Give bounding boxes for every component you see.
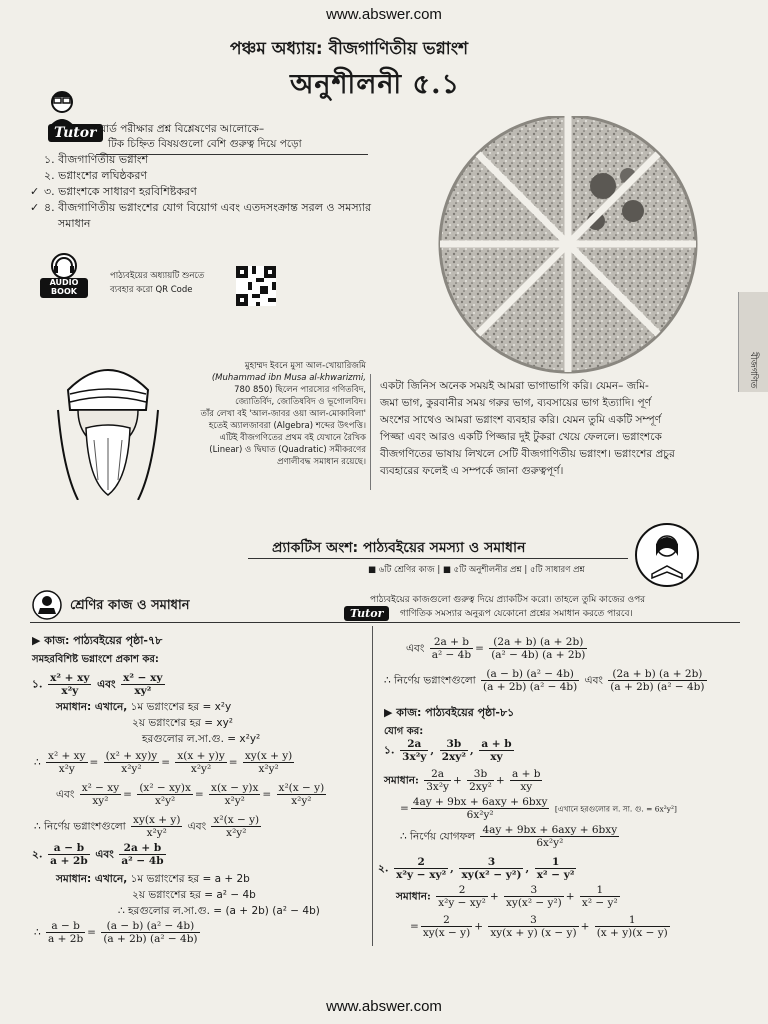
left-lcm2: ∴ হরগুলোর ল.সা.গু. = (a + 2b) (a² − 4b) xyxy=(118,905,320,917)
right-sum-result: ∴ নির্ণেয় যোগফল $\frac{\text{4ay + 9bx + 6axy + 6bxy}}{\text{6x²y²}}$ xyxy=(400,824,618,849)
left-lcm1: হরগুলোর ল.সা.গু. = x²y² xyxy=(142,733,261,745)
bio-line: এটিই বীজগণিতের প্রথম বই যেখানে রৈখিক xyxy=(219,433,366,443)
left-task-heading: ▶ কাজ: পাঠ্যবইয়ের পৃষ্ঠা-৭৮ xyxy=(32,634,163,647)
bio-text xyxy=(176,360,366,468)
tutor-line-1: বোর্ড পরীক্ষার প্রশ্ন বিশ্লেষণের আলোকে– xyxy=(96,123,265,135)
intro-line: একটা জিনিস অনেক সময়ই আমরা ভাগাভাগি করি। যেমন– জমি- xyxy=(380,380,649,392)
intro-line: জমা ভাগ, কুরবানীর সময় গরুর ভাগ, ব্যবসায়ের ভাগ ইত্যাদি। পূর্ণ xyxy=(380,397,652,409)
tutor-badge: Tutor xyxy=(48,124,103,142)
audio-book-label: AUDIO BOOK xyxy=(49,278,79,296)
qr-code-icon[interactable] xyxy=(236,266,276,306)
bio-line: প্রণালীবদ্ধ সমাধান রয়েছে। xyxy=(277,457,366,467)
left-h4: ২য় ভগ্নাংশের হর = a² − 4b xyxy=(132,889,256,901)
column-divider xyxy=(370,374,371,490)
intro-line: অংশের সাথেও আমরা ভগ্নাংশ ব্যবহার করি। যেমন তুমি একটি সম্পূর্ণ xyxy=(380,414,661,426)
left-sol-h3: সমাধান: এখানে, ১ম ভগ্নাংশের হর = a + 2b xyxy=(56,873,250,885)
scholar-portrait xyxy=(48,350,168,500)
intro-line: বীজগণিতের ভাষায় লিখলে সেটি বীজগাণিতীয় ভগ্নাংশ। ভগ্নাংশের প্রচুর xyxy=(380,448,675,460)
left-instruction: সমহরবিশিষ্ট ভগ্নাংশে প্রকাশ কর: xyxy=(32,654,159,665)
audio-line-2: ব্যবহার করো QR Code xyxy=(110,285,193,295)
site-footer[interactable]: www.abswer.com xyxy=(326,998,442,1015)
right-q2: ২. $\frac{2}{\text{x²y − xy²}}$ , $\frac{3}{\text{xy(x² − y²)}}$ , $\frac{1}{\text{x² − y²}}$ xyxy=(378,856,575,881)
left-q2: ২. $\frac{a - b}{a + 2b}$ এবং $\frac{2a + b}{\text{a² − 4b}}$ xyxy=(32,842,164,867)
topic-item: সমাধান xyxy=(58,217,91,230)
practice-rule xyxy=(248,558,628,559)
topic-item: ২. ভগ্নাংশের লঘিষ্ঠকরণ xyxy=(44,169,148,182)
bio-line: হতেই অ্যালজাবরা (Algebra) শব্দের উৎপত্তি। xyxy=(208,421,366,431)
left-eq3: ∴ $\frac{a - b}{a + 2b}$ = $\frac{\text{(a − b) (a² − 4b)}}{\text{(a + 2b) (a² − 4b)}}$ xyxy=(34,920,198,945)
topic-list xyxy=(30,152,430,232)
bio-line: মুহাম্মদ ইবনে মুসা আল-খোয়ারিজমি xyxy=(244,361,366,371)
tutor-badge-small: Tutor xyxy=(344,606,389,621)
side-tab xyxy=(738,292,768,392)
bio-line: জ্যোতির্বিদ, জোতিষবিদ ও ভূগোলবিদ। xyxy=(235,397,366,407)
right-sol2-expanded: = $\frac{2}{xy(x - y)}$ + $\frac{3}{xy(x + y) (x - y)}$ + $\frac{1}{(x + y)(x - y)}$ xyxy=(410,914,668,939)
audio-line-1: পাঠ্যবইয়ের অধ্যায়টি শুনতে xyxy=(110,271,205,281)
topic-item: ✓ ৩. ভগ্নাংশকে সাধারণ হরবিশিষ্টকরণ xyxy=(30,185,197,198)
tutor-note-1: পাঠ্যবইয়ের কাজগুলো গুরুত্ব দিয়ে প্র্যাকটিস করো। তাহলে তুমি কাজের ওপর xyxy=(370,595,646,605)
left-required1: ∴ নির্ণেয় ভগ্নাংশগুলো $\frac{xy(x + y)}{\text{x²y²}}$ এবং $\frac{\text{x²(x − y)}}{\text{x²y²}}$ xyxy=(34,814,260,839)
chapter-title: পঞ্চম অধ্যায়: বীজগাণিতীয় ভগ্নাংশ xyxy=(230,39,469,59)
intro-line: ব্যবহারের ফলেই এ সম্পর্কে জানা গুরুত্বপূর্ণ। xyxy=(380,465,564,477)
tutor-avatar-icon xyxy=(42,88,82,128)
lcm-note: [এখানে হরগুলোর ল. সা. গু. = 6x²y²] xyxy=(554,804,677,814)
right-eq1: এবং $\frac{2a + b}{\text{a² − 4b}}$ = $\frac{(2a + b) (a + 2b)}{\text{(a² − 4b) (a + 2b)}}$ xyxy=(406,636,586,661)
pizza-illustration xyxy=(428,116,718,380)
left-sol-h1: সমাধান: এখানে, ১ম ভগ্নাংশের হর = x²y xyxy=(56,701,232,713)
right-sol1: সমাধান: $\frac{2a}{\text{3x²y}}$ + $\frac{3b}{\text{2xy²}}$ + $\frac{a + b}{xy}$ xyxy=(384,768,541,793)
topic-item: ১. বীজগাণিতীয় ভগ্নাংশ xyxy=(44,153,149,166)
left-eq2: এবং $\frac{\text{x² − xy}}{\text{xy²}}$ = $\frac{\text{(x² − xy)x}}{\text{x²y²}}$ = $\frac{x(x - y)x}{\text{x²y²}}$ = $\frac{\text{x²(x − y)}}{\text{x²y²}}$ xyxy=(56,782,325,807)
right-q1: ১. $\frac{2a}{\text{3x²y}}$ , $\frac{3b}{\text{2xy²}}$ , $\frac{a + b}{xy}$ xyxy=(384,738,512,763)
topic-item: ✓ ৪. বীজগাণিতীয় ভগ্নাংশের যোগ বিয়োগ এবং এতদসংক্রান্ত সরল ও সমস্যার xyxy=(30,201,372,214)
left-h2: ২য় ভগ্নাংশের হর = xy² xyxy=(132,717,233,729)
side-tab-label: বীজগণিত xyxy=(748,352,758,389)
practice-counts: ■ ৬টি শ্রেণির কাজ | ■ ৫টি অনুশীলনীর প্রশ্ন | ৫টি সাধারণ প্রশ্ন xyxy=(368,565,585,575)
student-reading-icon xyxy=(634,522,700,588)
tutor-line-2: টিক চিহ্নিত বিষয়গুলো বেশি গুরুত্ব দিয়ে পড়ো xyxy=(108,138,302,150)
class-work-heading: শ্রেণির কাজ ও সমাধান xyxy=(70,598,190,613)
intro-line: পিজ্জা এবং আরও একটি পিজ্জার দুই টুকরা খেয়ে ফেললে। ভগ্নাংশকে xyxy=(380,431,662,443)
class-work-header xyxy=(30,590,330,620)
bio-line: (Linear) ও দ্বিঘাত (Quadratic) সমীকরণের xyxy=(209,445,366,455)
right-sol2: সমাধান: $\frac{2}{\text{x²y − xy²}}$ + $\frac{3}{\text{xy(x² − y²)}}$ + $\frac{1}{\text{x² − y²}}$ xyxy=(396,884,618,909)
bio-line: (Muhammad ibn Musa al-khwarizmi, xyxy=(211,373,366,383)
right-task-heading: ▶ কাজ: পাঠ্যবইয়ের পৃষ্ঠা-৮১ xyxy=(384,706,515,719)
section-rule xyxy=(30,622,740,623)
exercise-title: অনুশীলনী ৫.১ xyxy=(290,69,460,100)
intro-paragraph xyxy=(380,378,732,480)
left-q1: ১. $\frac{\text{x² + xy}}{\text{x²y}}$ এবং $\frac{\text{x² − xy}}{\text{xy²}}$ xyxy=(32,672,163,697)
student-writing-icon xyxy=(32,590,62,620)
right-sum-line: = $\frac{\text{4ay + 9bx + 6axy + 6bxy}}{\text{6x²y²}}$ [এখানে হরগুলোর ল. সা. গু. = 6x²y²] xyxy=(400,796,677,821)
bio-line: তাঁর লেখা বই 'আল-জাবর ওয়া আল-মোকাবিলা' xyxy=(200,409,366,419)
math-column-divider xyxy=(372,626,373,946)
bio-line: 780 850) ছিলেন পারস্যের গণিতবিদ, xyxy=(234,385,366,395)
practice-title: প্র্যাকটিস অংশ: পাঠ্যবইয়ের সমস্যা ও সমাধান xyxy=(272,540,526,556)
right-add: যোগ কর: xyxy=(384,726,424,737)
tutor-note-2: গাণিতিক সমস্যার অনুরূপ যেকোনো প্রশ্নের সমাধান করতে পারবে। xyxy=(400,609,633,619)
left-eq1: ∴ $\frac{\text{x² + xy}}{\text{x²y}}$ = $\frac{\text{(x² + xy)y}}{\text{x²y²}}$ = $\frac{x(x + y)y}{\text{x²y²}}$ = $\frac{xy(x + y)}{\text{x²y²}}$ xyxy=(34,750,293,775)
right-required: ∴ নির্ণেয় ভগ্নাংশগুলো $\frac{\text{(a − b) (a² − 4b)}}{\text{(a + 2b) (a² − 4b)}}$ এবং $\frac{(2a + b) (a + 2b)}{\text{(a + 2b) (a² − 4b)}}$ xyxy=(384,668,705,693)
site-header[interactable]: www.abswer.com xyxy=(326,6,442,23)
